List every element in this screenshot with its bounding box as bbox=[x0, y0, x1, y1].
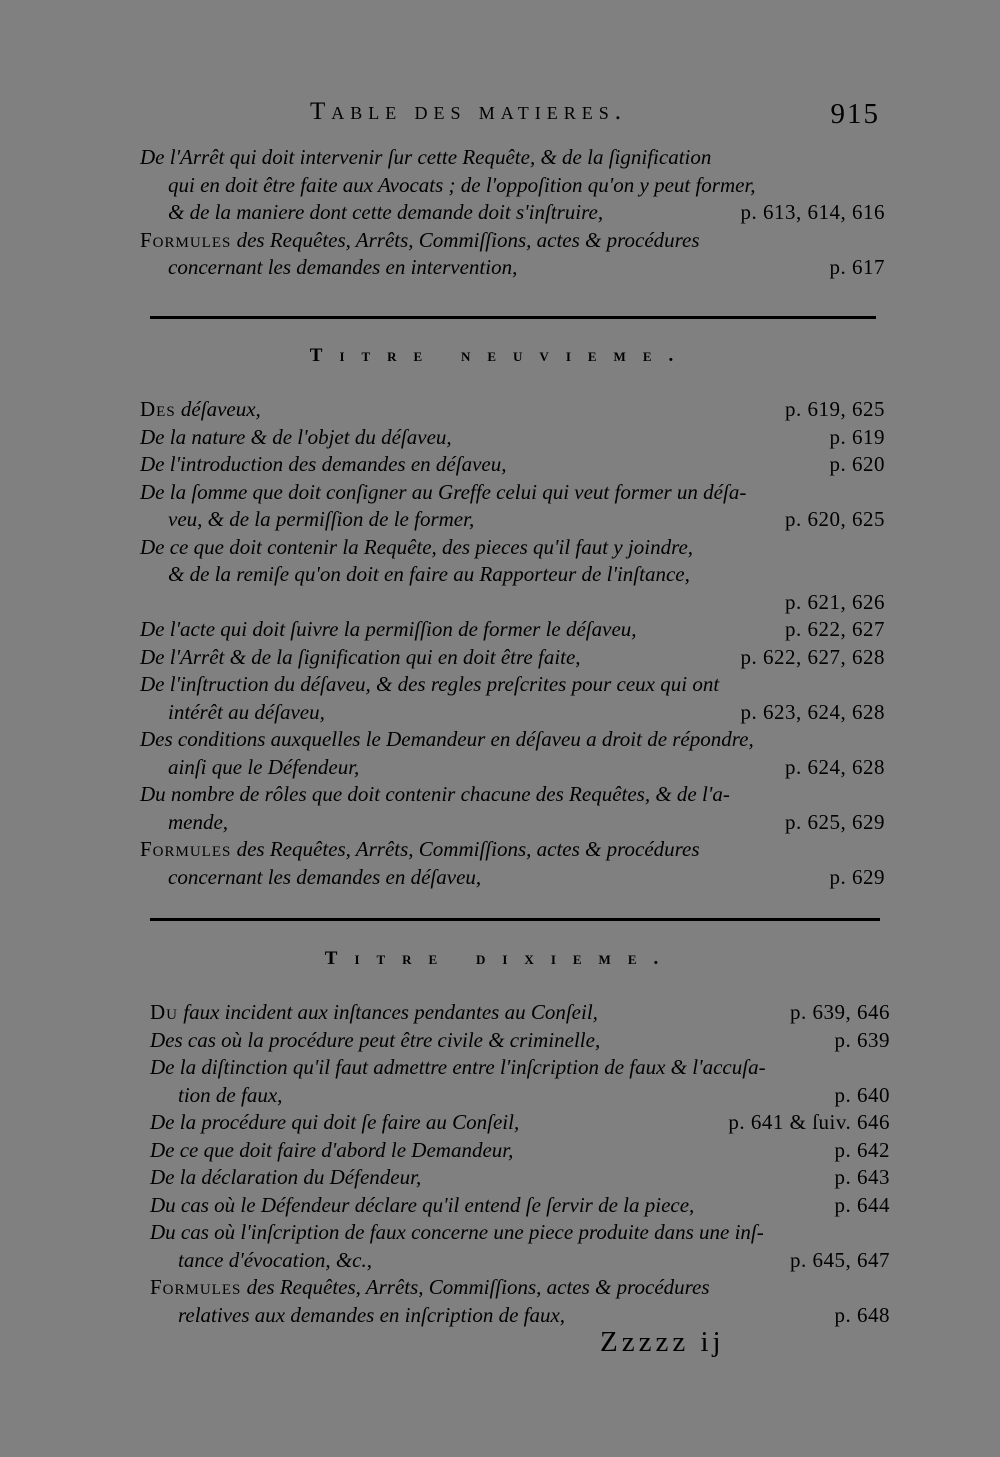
signature-mark: Zzzzz ij bbox=[600, 1326, 725, 1358]
toc-entry bbox=[140, 781, 885, 836]
page-reference: p. 621, 626 bbox=[785, 589, 885, 614]
toc-entry-line bbox=[140, 781, 885, 809]
toc-entry-text: De la ſomme que doit conſigner au Greffe celui qui veut former un déſa- bbox=[140, 479, 747, 504]
toc-entry-line bbox=[150, 1137, 890, 1165]
toc-entry-line bbox=[150, 1027, 890, 1055]
toc-entry bbox=[140, 616, 885, 644]
toc-entry bbox=[140, 836, 885, 891]
toc-entry bbox=[140, 479, 885, 534]
toc-entry bbox=[140, 227, 885, 282]
toc-entry bbox=[150, 1274, 890, 1329]
toc-entry bbox=[140, 534, 885, 617]
toc-entry-text: De l'Arrêt & de la ſignification qui en doit être faite, bbox=[140, 644, 581, 669]
toc-entry-text: De ce que doit faire d'abord le Demandeur, bbox=[150, 1137, 514, 1162]
small-caps-lead: Du bbox=[150, 1000, 178, 1024]
toc-entry-text: De la nature & de l'objet du déſaveu, bbox=[140, 424, 452, 449]
toc-entry bbox=[140, 396, 885, 424]
toc-entry-text: De l'inſtruction du déſaveu, & des regles preſcrites pour ceux qui ont bbox=[140, 672, 720, 696]
toc-entry-text: De l'Arrêt qui doit intervenir ſur cette Requête, & de la ſignification bbox=[140, 145, 712, 169]
toc-entry-text: De la diſtinction qu'il faut admettre entre l'inſcription de faux & l'accuſa- bbox=[150, 1055, 766, 1079]
page-reference: p. 648 bbox=[834, 1302, 890, 1327]
page-number: 915 bbox=[830, 98, 880, 130]
toc-entry-text: De la déclaration du Défendeur, bbox=[150, 1165, 422, 1189]
toc-entry-line bbox=[140, 451, 885, 479]
toc-entry-line bbox=[150, 1164, 890, 1192]
small-caps-lead: Formules bbox=[140, 837, 232, 861]
page-reference: p. 613, 614, 616 bbox=[740, 200, 885, 224]
section-title-neuvieme: Titre neuvieme. bbox=[309, 345, 691, 366]
toc-entry-line bbox=[140, 616, 885, 644]
toc-entry-line bbox=[140, 726, 885, 754]
toc-entry-continuation: veu, & de la permiſſion de le former, bbox=[168, 507, 475, 531]
toc-entry-line bbox=[150, 1054, 890, 1082]
page-reference: p. 643 bbox=[834, 1165, 890, 1189]
small-caps-lead: Formules bbox=[150, 1275, 242, 1299]
page-reference: p. 645, 647 bbox=[790, 1247, 890, 1272]
toc-entry-text: Du cas où l'inſcription de faux concerne une piece produite dans une inſ- bbox=[150, 1220, 764, 1244]
page-reference: p. 639, 646 bbox=[790, 1000, 890, 1024]
section-title-dixieme: Titre dixieme. bbox=[324, 948, 676, 969]
toc-entry bbox=[140, 451, 885, 479]
toc-entry-text: Du nombre de rôles que doit contenir chacune des Requêtes, & de l'a- bbox=[140, 782, 730, 806]
running-title: Table des matieres. bbox=[310, 98, 628, 125]
toc-entry-text: faux incident aux inſtances pendantes au Conſeil, bbox=[178, 1000, 598, 1024]
section-divider-2 bbox=[150, 918, 880, 921]
toc-entry-text: des Requêtes, Arrêts, Commiſſions, actes & procédures bbox=[231, 227, 700, 252]
toc-entry-continuation: mende, bbox=[168, 809, 229, 834]
toc-entry bbox=[150, 1137, 890, 1165]
page-reference: p. 644 bbox=[834, 1192, 890, 1217]
page-reference: p. 641 & ſuiv. 646 bbox=[728, 1110, 890, 1134]
toc-entry-continuation: concernant les demandes en déſaveu, bbox=[168, 864, 482, 889]
page-reference: p. 642 bbox=[834, 1137, 890, 1162]
running-header bbox=[310, 98, 880, 134]
page-reference: p. 623, 624, 628 bbox=[740, 699, 885, 724]
small-caps-lead: Formules bbox=[140, 227, 232, 252]
toc-entry-text: Des cas où la procédure peut être civile & criminelle, bbox=[150, 1027, 601, 1052]
toc-entry-text: Du cas où le Défendeur déclare qu'il entend ſe ſervir de la piece, bbox=[150, 1192, 695, 1217]
toc-entry-line bbox=[150, 1219, 890, 1247]
toc-entry-continuation: & de la remiſe qu'on doit en faire au Rapporteur de l'inſtance, bbox=[168, 562, 690, 586]
toc-entry-line bbox=[140, 479, 885, 507]
toc-entry bbox=[140, 424, 885, 452]
toc-entry-continuation: relatives aux demandes en inſcription de faux, bbox=[178, 1302, 566, 1327]
toc-entry-continuation: concernant les demandes en intervention, bbox=[168, 255, 518, 279]
toc-entry bbox=[150, 1219, 890, 1274]
toc-entry-line bbox=[150, 1192, 890, 1220]
toc-entry-text: déſaveux, bbox=[175, 397, 261, 421]
small-caps-lead: Des bbox=[140, 397, 176, 421]
page-reference: p. 622, 627, 628 bbox=[740, 644, 885, 669]
toc-entry-line bbox=[150, 999, 890, 1027]
toc-entry bbox=[150, 1054, 890, 1109]
toc-entry-continuation: tance d'évocation, &c., bbox=[178, 1247, 373, 1272]
toc-entry bbox=[140, 144, 885, 227]
section-1-entries bbox=[140, 144, 885, 282]
page-reference: p. 624, 628 bbox=[785, 754, 885, 779]
section-3-entries bbox=[150, 999, 890, 1329]
page-reference: p. 625, 629 bbox=[785, 809, 885, 834]
page-reference: p. 639 bbox=[834, 1027, 890, 1052]
page-reference: p. 622, 627 bbox=[785, 617, 885, 641]
toc-entry bbox=[140, 726, 885, 781]
page-reference: p. 617 bbox=[829, 255, 885, 279]
toc-entry-line bbox=[150, 1274, 890, 1302]
toc-entry-continuation: & de la maniere dont cette demande doit s'inſtruire, bbox=[168, 200, 604, 224]
toc-entry-continuation: qui en doit être faite aux Avocats ; de l'oppoſition qu'on y peut former, bbox=[168, 172, 756, 197]
page-reference: p. 620, 625 bbox=[785, 507, 885, 531]
toc-entry-text: Des conditions auxquelles le Demandeur en déſaveu a droit de répondre, bbox=[140, 727, 754, 751]
toc-entry-continuation bbox=[140, 589, 885, 617]
section-divider-1 bbox=[150, 316, 876, 319]
toc-entry bbox=[150, 999, 890, 1027]
toc-entry-line bbox=[140, 671, 885, 699]
toc-entry bbox=[150, 1192, 890, 1220]
toc-entry-text: De ce que doit contenir la Requête, des pieces qu'il faut y joindre, bbox=[140, 534, 694, 559]
toc-entry-text: De l'introduction des demandes en déſaveu, bbox=[140, 452, 507, 476]
page-reference: p. 620 bbox=[829, 452, 885, 476]
toc-entry-text: De l'acte qui doit ſuivre la permiſſion de former le déſaveu, bbox=[140, 617, 637, 641]
toc-entry-continuation: intérêt au déſaveu, bbox=[168, 699, 325, 724]
toc-entry-text: des Requêtes, Arrêts, Commiſſions, actes & procédures bbox=[231, 837, 700, 861]
toc-entry-text: des Requêtes, Arrêts, Commiſſions, actes & procédures bbox=[241, 1275, 710, 1299]
toc-entry-line bbox=[140, 227, 885, 255]
section-2-entries bbox=[140, 396, 885, 891]
toc-entry bbox=[140, 644, 885, 672]
toc-entry-line bbox=[140, 836, 885, 864]
toc-entry-continuation: ainſi que le Défendeur, bbox=[168, 754, 360, 779]
toc-entry-line bbox=[140, 424, 885, 452]
toc-entry bbox=[150, 1027, 890, 1055]
page-reference: p. 640 bbox=[834, 1082, 890, 1107]
page-reference: p. 619, 625 bbox=[785, 397, 885, 421]
toc-entry bbox=[150, 1164, 890, 1192]
toc-entry-line bbox=[140, 534, 885, 562]
page-reference: p. 629 bbox=[829, 864, 885, 889]
toc-entry-continuation: tion de faux, bbox=[178, 1082, 283, 1107]
toc-entry-line bbox=[140, 396, 885, 424]
page-reference: p. 619 bbox=[829, 424, 885, 449]
toc-entry-line bbox=[140, 144, 885, 172]
toc-entry bbox=[140, 671, 885, 726]
toc-entry bbox=[150, 1109, 890, 1137]
toc-entry-text: De la procédure qui doit ſe faire au Conſeil, bbox=[150, 1110, 520, 1134]
